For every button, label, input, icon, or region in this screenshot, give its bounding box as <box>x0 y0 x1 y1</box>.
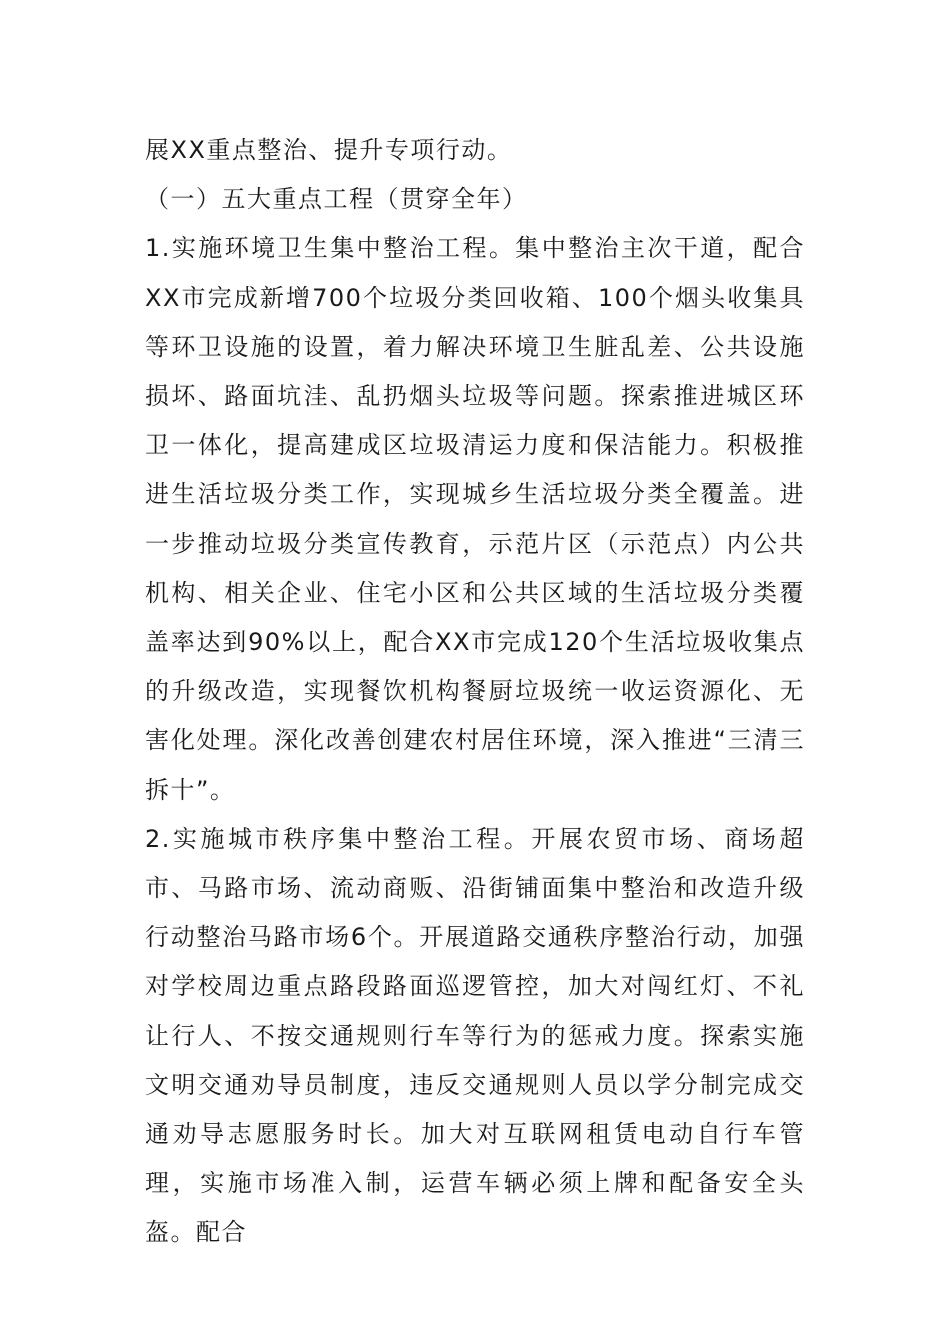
paragraph-continuation: 展XX重点整治、提升专项行动。 <box>145 136 513 164</box>
document-body <box>145 126 805 1258</box>
section-heading: （一）五大重点工程（贯穿全年） <box>145 185 528 214</box>
paragraph-environment: 1.实施环境卫生集中整治工程。集中整治主次干道，配合XX市完成新增700个垃圾分类回收箱、100个烟头收集具等环卫设施的设置，着力解决环境卫生脏乱差、公共设施损坏、路面坑洼、乱扔烟头垃圾等问题。探索推进城区环卫一体化，提高建成区垃圾清运力度和保洁能力。积极推进生活垃圾分类工作，实现城乡生活垃圾分类全覆盖。进一步推动垃圾分类宣传教育，示范片区（示范点）内公共机构、相关企业、住宅小区和公共区域的生活垃圾分类覆盖率达到90%以上，配合XX市完成120个生活垃圾收集点的升级改造，实现餐饮机构餐厨垃圾统一收运资源化、无害化处理。深化改善创建农村居住环境，深入推进“三清三拆十”。 <box>145 234 805 804</box>
paragraph-city-order: 2.实施城市秩序集中整治工程。开展农贸市场、商场超市、马路市场、流动商贩、沿街铺面集中整治和改造升级行动整治马路市场6个。开展道路交通秩序整治行动，加强对学校周边重点路段路面巡逻管控，加大对闯红灯、不礼让行人、不按交通规则行车等行为的惩戒力度。探索实施文明交通劝导员制度，违反交通规则人员以学分制完成交通劝导志愿服务时长。加大对互联网租赁电动自行车管理，实施市场准入制，运营车辆必须上牌和配备安全头盔。配合 <box>145 824 805 1247</box>
